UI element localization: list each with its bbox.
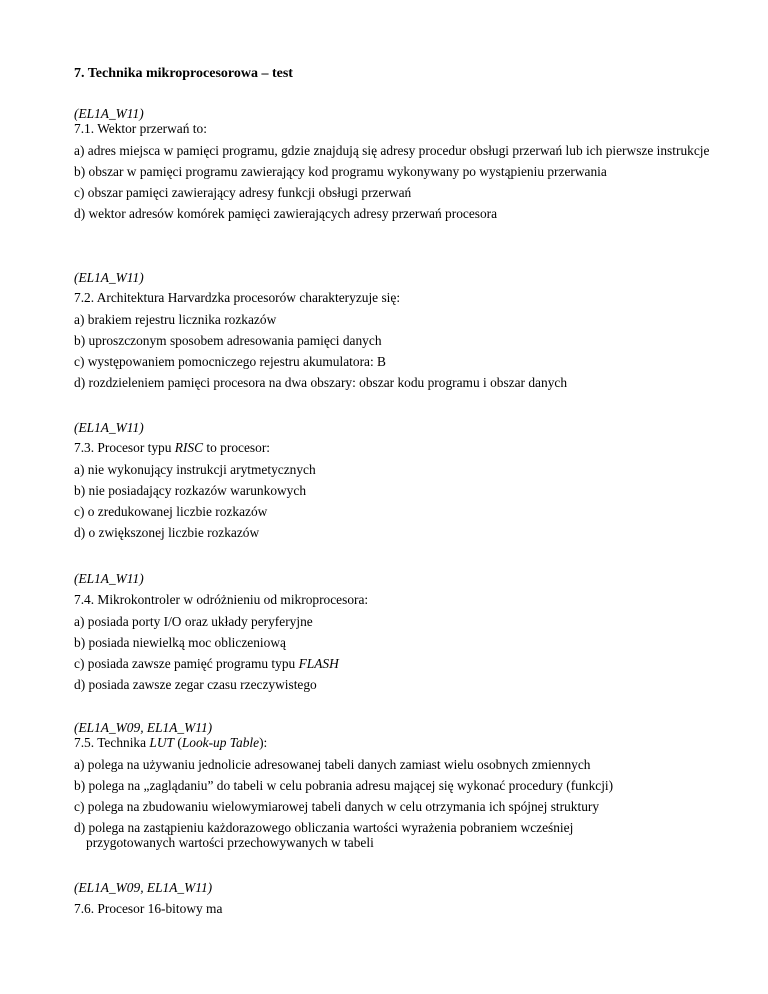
question-code: (EL1A_W11): [74, 571, 144, 586]
answer-option-a: a) adres miejsca w pamięci programu, gdzie znajdują się adresy procedur obsługi przerwań lub ich pierwsze instrukcje: [74, 143, 710, 158]
question-7-6: [74, 880, 714, 917]
question-7-5: [74, 720, 714, 850]
answer-option-d: d) o zwiększonej liczbie rozkazów: [74, 525, 260, 540]
question-7-2: [74, 270, 714, 390]
question-code: (EL1A_W09, EL1A_W11): [74, 880, 213, 895]
answer-option-a: a) brakiem rejestru licznika rozkazów: [74, 312, 277, 327]
option-text: c) posiada zawsze pamięć programu typu: [74, 656, 299, 671]
stem-text: ):: [259, 735, 268, 750]
question-stem: [74, 440, 714, 456]
stem-text: 7.3. Procesor typu: [74, 440, 175, 455]
answer-option-c: c) polega na zbudowaniu wielowymiarowej tabeli danych w celu otrzymania ich spójnej struktury: [74, 799, 600, 814]
answer-option-c: c) obszar pamięci zawierający adresy funkcji obsługi przerwań: [74, 185, 412, 200]
answer-option-d: d) rozdzieleniem pamięci procesora na dwa obszary: obszar kodu programu i obszar danych: [74, 375, 568, 390]
answer-option-b: b) uproszczonym sposobem adresowania pamięci danych: [74, 333, 382, 348]
question-stem: [74, 735, 714, 751]
answer-option-a: a) nie wykonujący instrukcji arytmetycznych: [74, 462, 316, 477]
question-stem: 7.2. Architektura Harvardzka procesorów charakteryzuje się:: [74, 290, 401, 305]
answer-option-a: a) posiada porty I/O oraz układy peryferyjne: [74, 614, 313, 629]
answer-option-c: [74, 656, 714, 671]
question-code: (EL1A_W11): [74, 270, 144, 285]
question-code: (EL1A_W11): [74, 106, 144, 121]
option-text: d) polega na zastąpieniu każdorazowego obliczania wartości wyrażenia pobraniem wcześniej: [74, 820, 574, 835]
question-7-3: [74, 420, 714, 540]
question-7-4: [74, 571, 714, 692]
stem-text: 7.5. Technika: [74, 735, 150, 750]
stem-text: to procesor:: [203, 440, 270, 455]
stem-term: LUT: [149, 735, 174, 750]
stem-term: RISC: [174, 440, 204, 455]
answer-option-b: b) posiada niewielką moc obliczeniową: [74, 635, 286, 650]
answer-option-b: b) nie posiadający rozkazów warunkowych: [74, 483, 307, 498]
question-stem: 7.1. Wektor przerwań to:: [74, 121, 207, 136]
answer-option-c: c) występowaniem pomocniczego rejestru akumulatora: B: [74, 354, 386, 369]
answer-option-b: b) obszar w pamięci programu zawierający kod programu wykonywany po wystąpieniu przerwania: [74, 164, 607, 179]
question-code: (EL1A_W09, EL1A_W11): [74, 720, 213, 735]
option-term: FLASH: [298, 656, 339, 671]
answer-option-a: a) polega na używaniu jednolicie adresowanej tabeli danych zamiast wielu osobnych zmiennych: [74, 757, 591, 772]
section-title: 7. Technika mikroprocesorowa – test: [74, 66, 293, 81]
answer-option-d: d) posiada zawsze zegar czasu rzeczywistego: [74, 677, 317, 692]
stem-term: Look-up Table: [181, 735, 260, 750]
answer-option-b: b) polega na „zaglądaniu” do tabeli w celu pobrania adresu mającej się wykonać procedury (funkcji): [74, 778, 614, 793]
answer-option-c: c) o zredukowanej liczbie rozkazów: [74, 504, 268, 519]
question-7-1: [74, 106, 714, 221]
stem-text: (: [174, 735, 182, 750]
question-code: (EL1A_W11): [74, 420, 144, 435]
question-stem: 7.4. Mikrokontroler w odróżnieniu od mikroprocesora:: [74, 592, 369, 607]
answer-option-d: d) wektor adresów komórek pamięci zawierających adresy przerwań procesora: [74, 206, 498, 221]
answer-option-d: [74, 820, 714, 850]
question-stem: 7.6. Procesor 16-bitowy ma: [74, 901, 223, 916]
option-text-continued: przygotowanych wartości przechowywanych w tabeli: [86, 835, 374, 850]
